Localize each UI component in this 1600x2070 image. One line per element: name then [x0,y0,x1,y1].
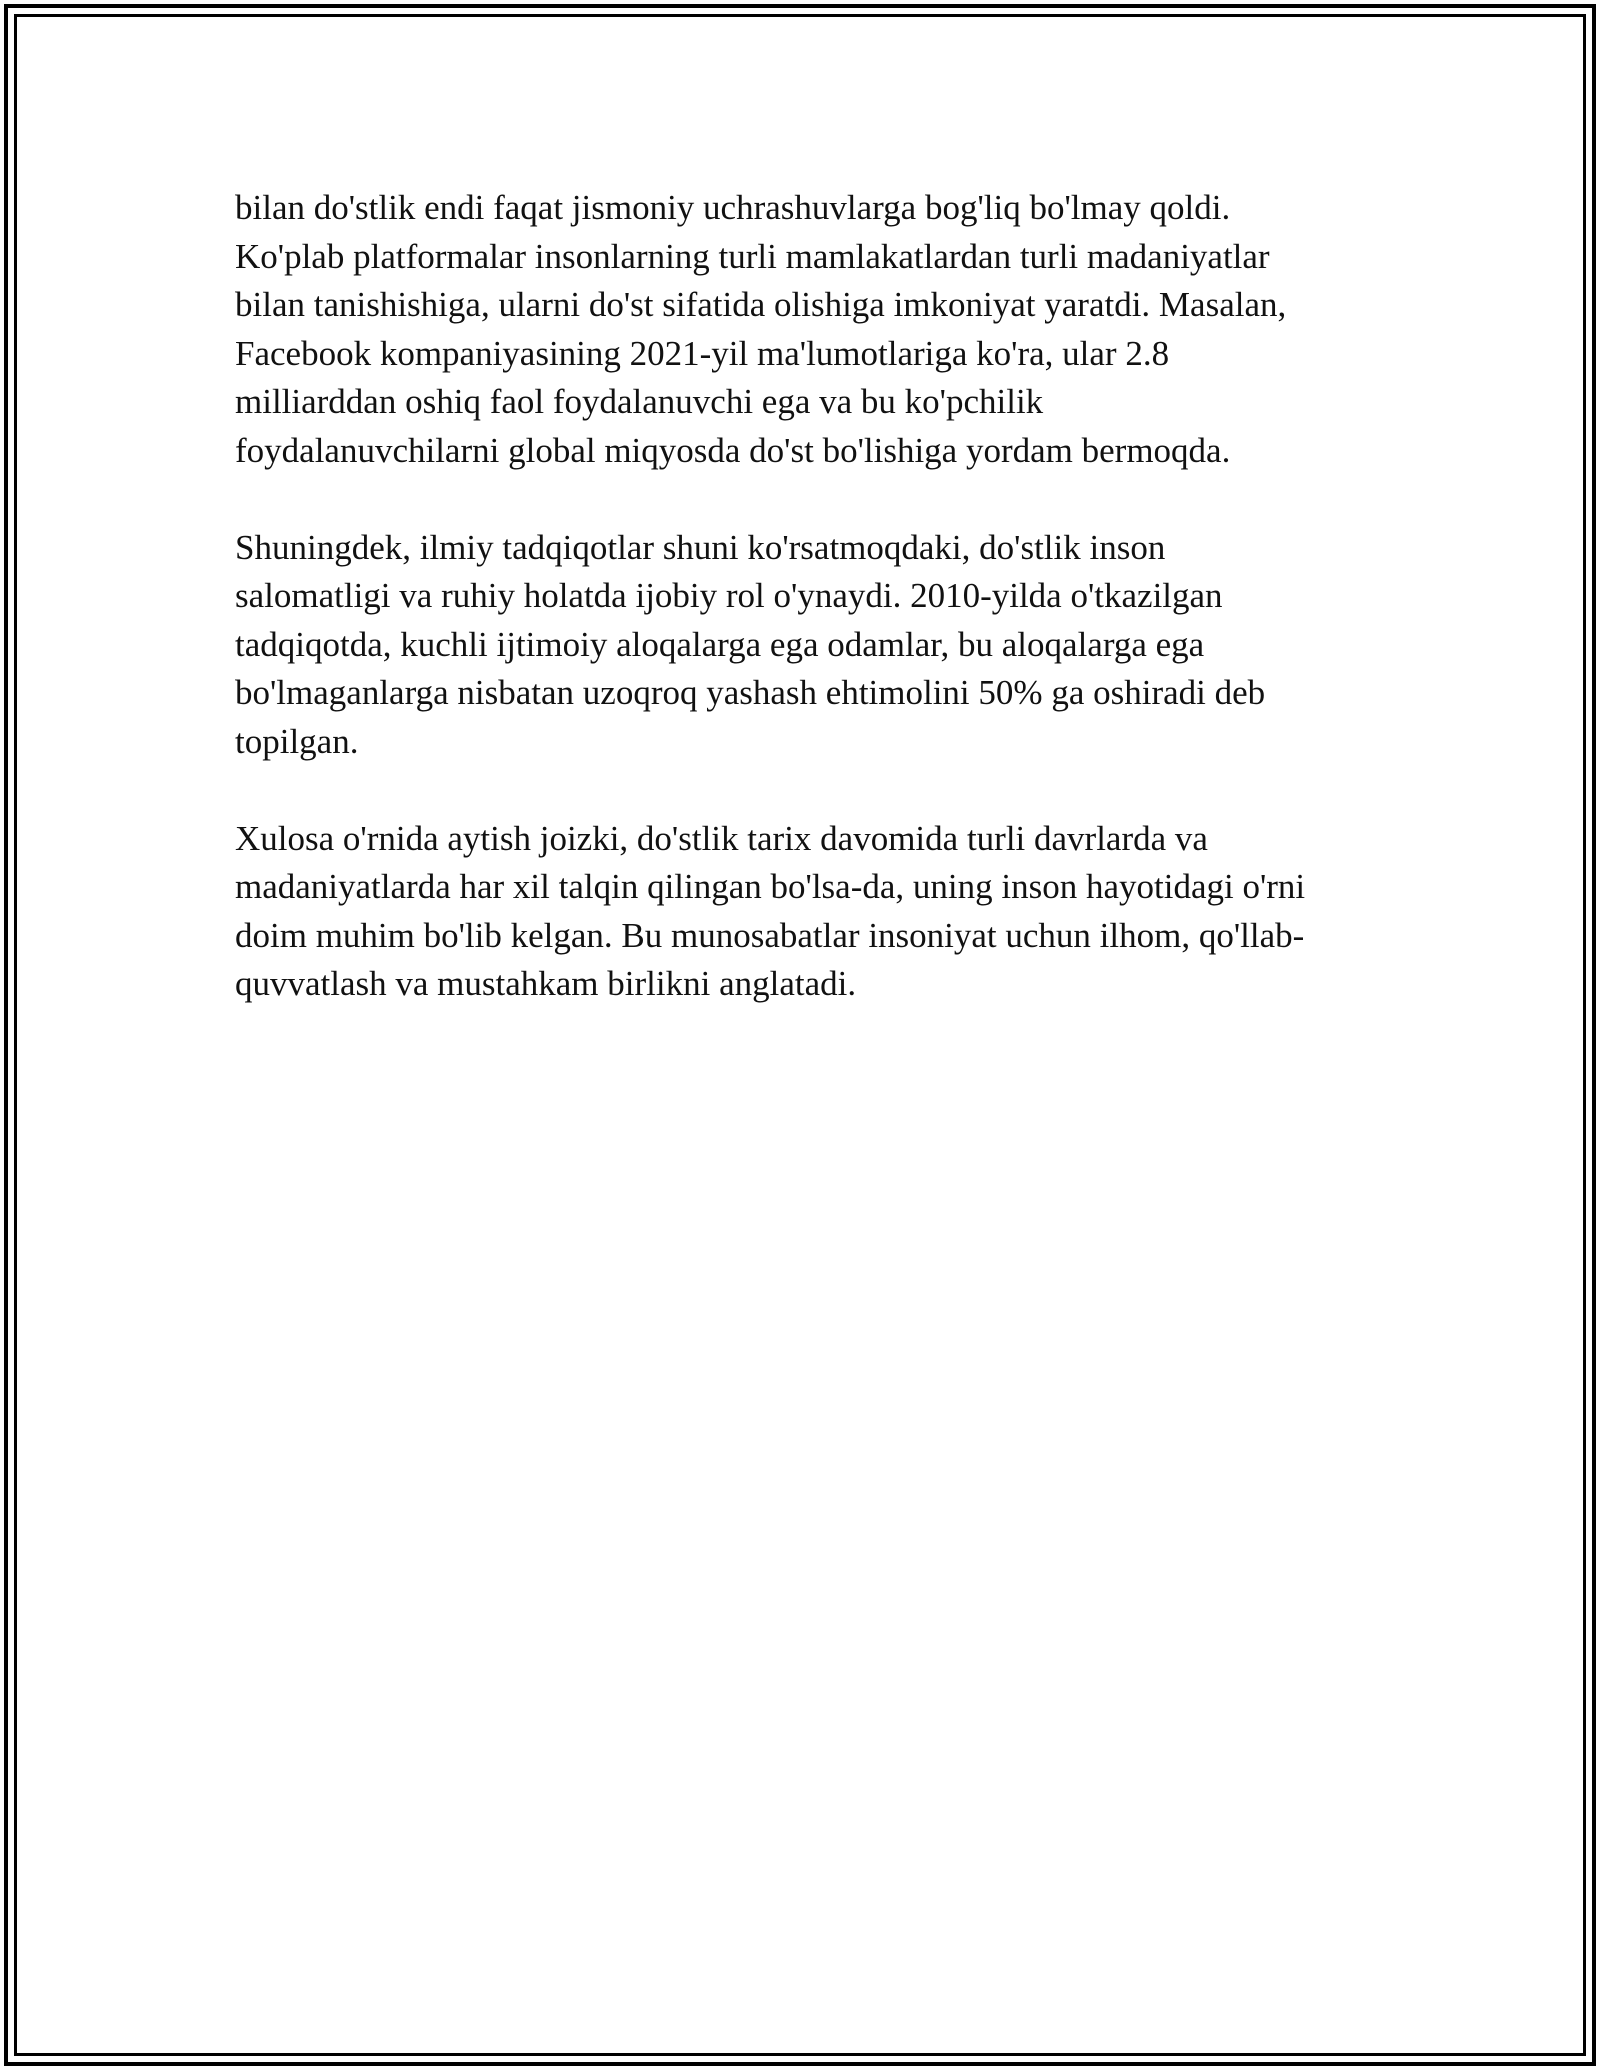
text-line: madaniyatlarda har xil talqin qilingan bo'lsa-da, uning inson hayotidagi o'rni [235,867,1306,906]
text-line: topilgan. [235,721,359,761]
document-body [235,184,1375,1057]
paragraph-research [235,524,1375,767]
text-line: milliarddan oshiq faol foydalanuvchi ega va bu ko'pchilik [235,382,1044,421]
text-line: salomatligi va ruhiy holatda ijobiy rol o'ynaydi. 2010-yilda o'tkazilgan [235,576,1223,615]
text-line: Ko'plab platformalar insonlarning turli mamlakatlardan turli madaniyatlar [235,236,1270,276]
text-line: bilan tanishishiga, ularni do'st sifatida olishiga imkoniyat yaratdi. Masalan, [235,285,1287,324]
text-line: quvvatlash va mustahkam birlikni anglatadi. [235,964,857,1003]
text-line: foydalanuvchilarni global miqyosda do'st bo'lishiga yordam bermoqda. [235,430,1231,470]
text-line: Shuningdek, ilmiy tadqiqotlar shuni ko'rsatmoqdaki, do'stlik inson [235,527,1166,567]
text-line: bo'lmaganlarga nisbatan uzoqroq yashash ehtimolini 50% ga oshiradi deb [235,673,1266,712]
text-line: Facebook kompaniyasining 2021-yil ma'lumotlariga ko'ra, ular 2.8 [235,333,1170,373]
paragraph-social-platforms [235,184,1375,475]
text-line: bilan do'stlik endi faqat jismoniy uchrashuvlarga bog'liq bo'lmay qoldi. [235,188,1231,227]
text-line: tadqiqotda, kuchli ijtimoiy aloqalarga ega odamlar, bu aloqalarga ega [235,624,1205,664]
text-line: doim muhim bo'lib kelgan. Bu munosabatlar insoniyat uchun ilhom, qo'llab- [235,915,1305,955]
text-line: Xulosa o'rnida aytish joizki, do'stlik tarix davomida turli davrlarda va [235,818,1208,858]
paragraph-conclusion [235,815,1375,1009]
